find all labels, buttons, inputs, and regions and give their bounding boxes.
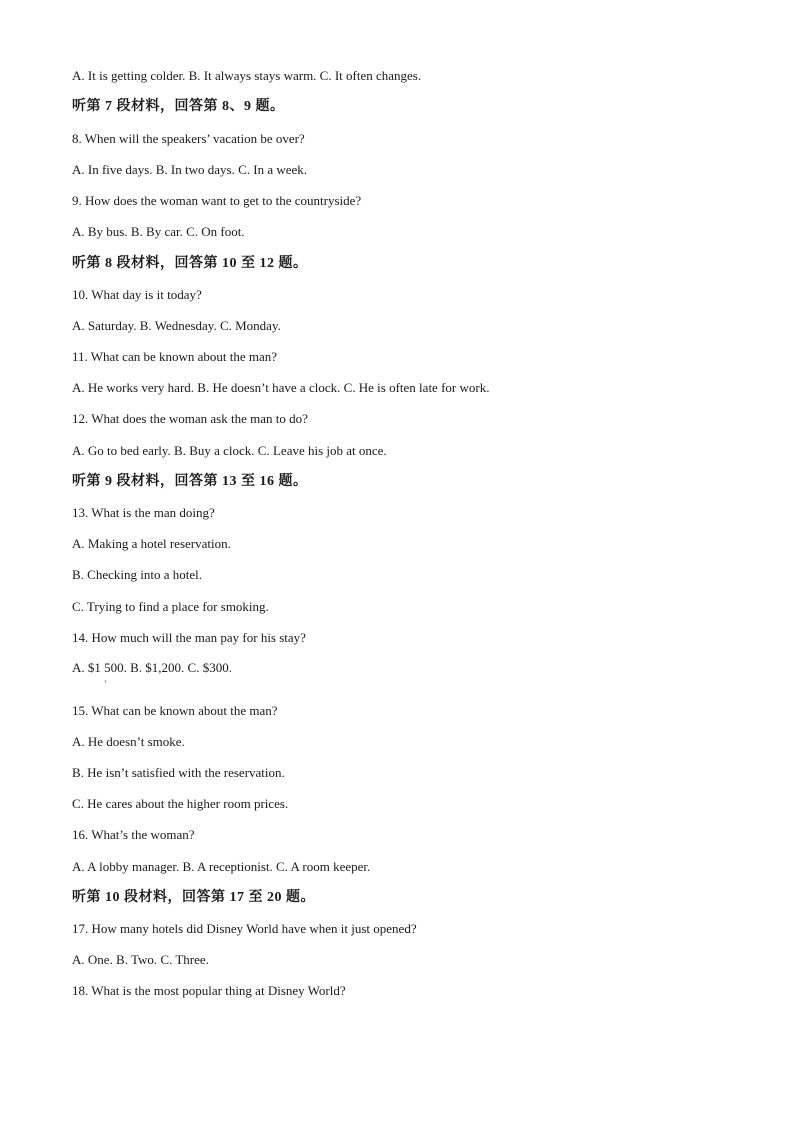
q13-option-c: C. Trying to find a place for smoking. xyxy=(72,599,269,614)
question-11: 11. What can be known about the man? xyxy=(72,349,278,364)
section-heading-8: 听第 8 段材料，回答第 10 至 12 题。 xyxy=(72,256,308,271)
q13-option-a: A. Making a hotel reservation. xyxy=(72,536,231,551)
q15-option-b: B. He isn’t satisfied with the reservation. xyxy=(72,765,285,780)
question-13: 13. What is the man doing? xyxy=(72,505,215,520)
q17-options: A. One. B. Two. C. Three. xyxy=(72,952,209,967)
q14-options: A. $1 500. B. $1,200. C. $300. xyxy=(72,660,232,675)
question-10: 10. What day is it today? xyxy=(72,287,202,302)
q10-options: A. Saturday. B. Wednesday. C. Monday. xyxy=(72,318,281,333)
q8-options: A. In five days. B. In two days. C. In a week. xyxy=(72,162,308,177)
question-18: 18. What is the most popular thing at Disney World? xyxy=(72,983,346,998)
q13-option-b: B. Checking into a hotel. xyxy=(72,567,202,582)
q15-option-a: A. He doesn’t smoke. xyxy=(72,734,185,749)
q15-option-c: C. He cares about the higher room prices. xyxy=(72,796,289,811)
q9-options: A. By bus. B. By car. C. On foot. xyxy=(72,224,245,239)
stray-mark: ' xyxy=(105,679,107,689)
q12-options: A. Go to bed early. B. Buy a clock. C. Leave his job at once. xyxy=(72,443,387,458)
question-17: 17. How many hotels did Disney World have when it just opened? xyxy=(72,921,417,936)
question-15: 15. What can be known about the man? xyxy=(72,703,278,718)
q16-options: A. A lobby manager. B. A receptionist. C. A room keeper. xyxy=(72,859,371,874)
q7-options: A. It is getting colder. B. It always stays warm. C. It often changes. xyxy=(72,68,422,83)
question-8: 8. When will the speakers’ vacation be over? xyxy=(72,131,305,146)
q11-options: A. He works very hard. B. He doesn’t have a clock. C. He is often late for work. xyxy=(72,380,490,395)
question-9: 9. How does the woman want to get to the countryside? xyxy=(72,193,362,208)
section-heading-7: 听第 7 段材料，回答第 8、9 题。 xyxy=(72,99,285,114)
question-12: 12. What does the woman ask the man to do? xyxy=(72,411,308,426)
question-14: 14. How much will the man pay for his stay? xyxy=(72,630,306,645)
question-16: 16. What’s the woman? xyxy=(72,827,195,842)
section-heading-10: 听第 10 段材料，回答第 17 至 20 题。 xyxy=(72,890,315,905)
section-heading-9: 听第 9 段材料，回答第 13 至 16 题。 xyxy=(72,474,308,489)
